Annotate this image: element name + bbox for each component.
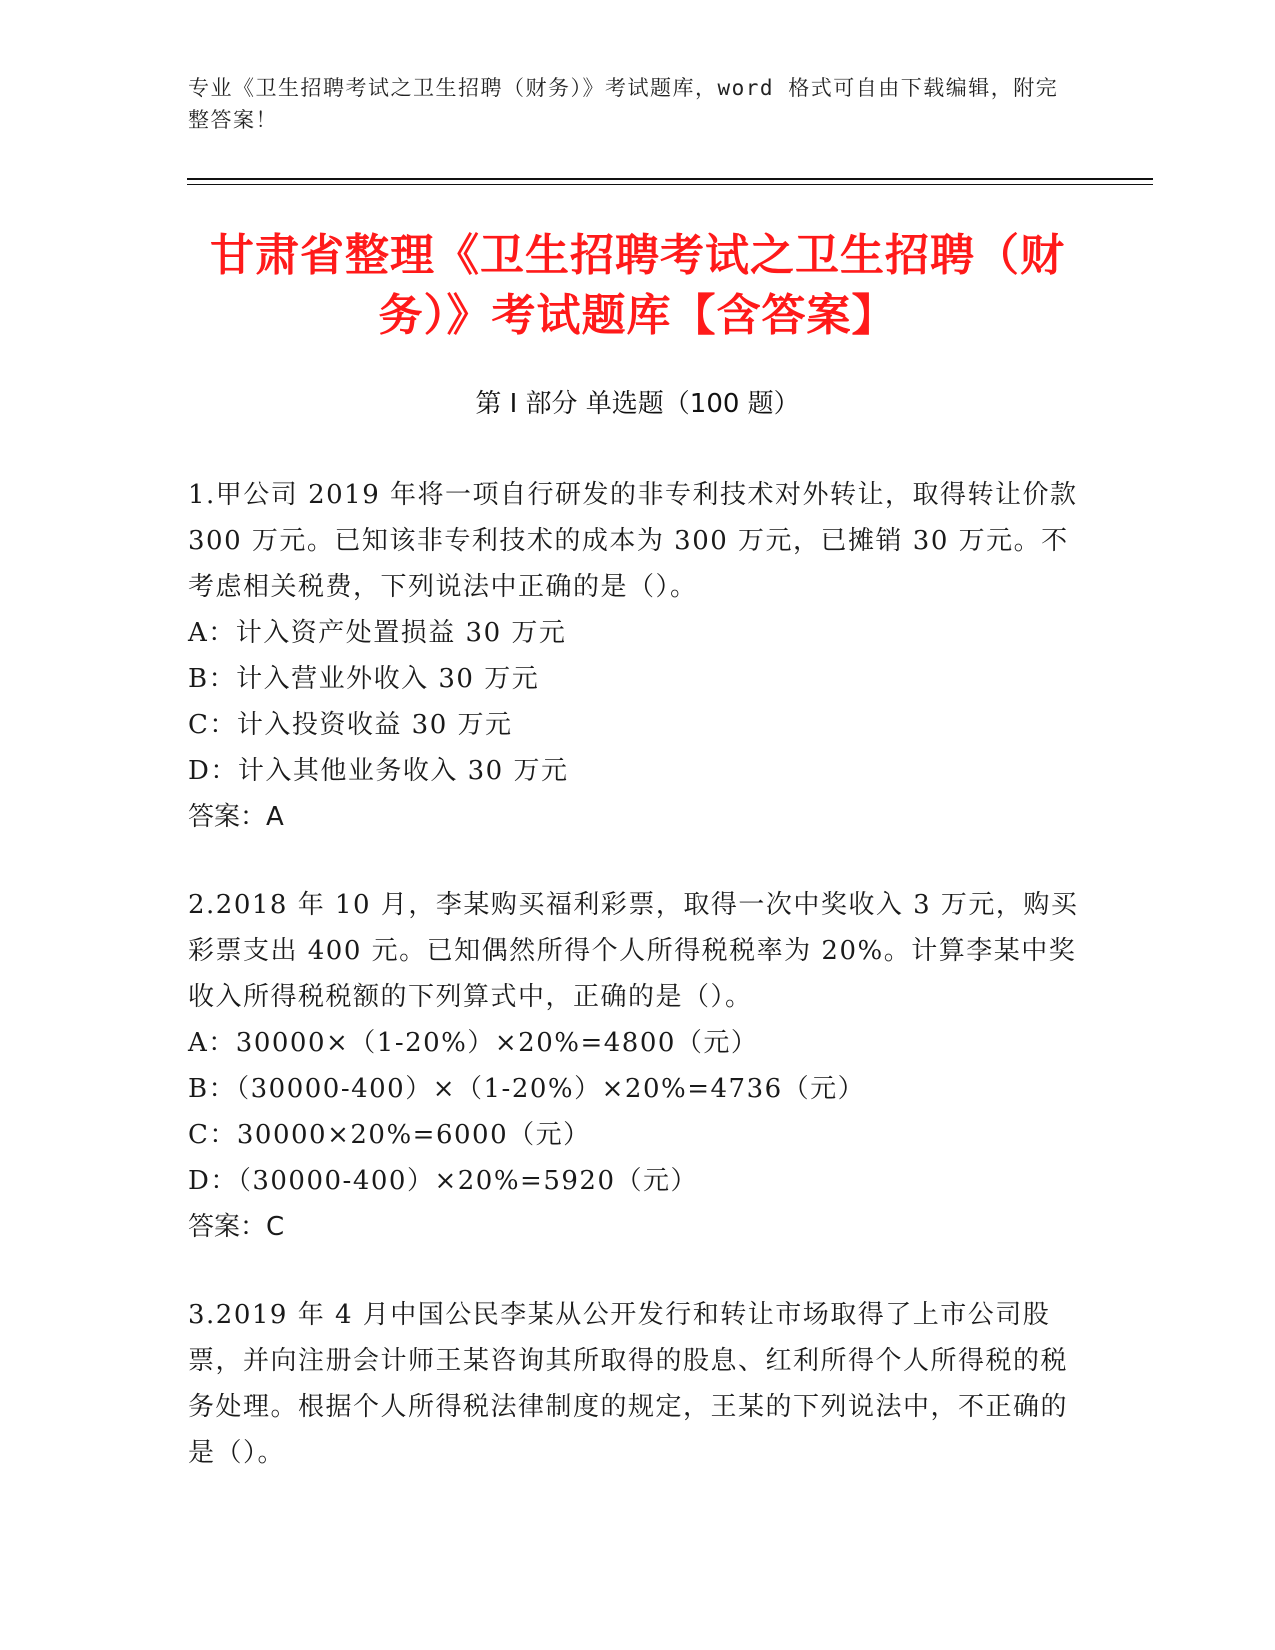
section-heading: 第 I 部分 单选题（100 题）: [475, 389, 800, 419]
option-d: D：（30000-400）×20%=5920（元）: [188, 1166, 698, 1196]
question-text: 3.2019 年 4 月中国公民李某从公开发行和转让市场取得了上市公司股票，并向注册会计师王某咨询其所取得的股息、红利所得个人所得税的税务处理。根据个人所得税法律制度的规定，王某的下列说法中，不正确的是（）。: [188, 1300, 1069, 1468]
header-divider-thin: [187, 184, 1153, 185]
question-2: [188, 882, 1088, 1250]
option-a: A：计入资产处置损益 30 万元: [188, 618, 567, 648]
answer: 答案：A: [188, 802, 284, 832]
option-c: C：计入投资收益 30 万元: [188, 710, 513, 740]
question-3: [188, 1292, 1088, 1476]
option-a: A：30000×（1-20%）×20%=4800（元）: [188, 1028, 759, 1058]
question-text: 2.2018 年 10 月，李某购买福利彩票，取得一次中奖收入 3 万元，购买彩票支出 400 元。已知偶然所得个人所得税税率为 20%。计算李某中奖收入所得税税额的下列算式中，正确的是（）。: [188, 890, 1079, 1012]
header-note: 专业《卫生招聘考试之卫生招聘（财务）》考试题库，word 格式可自由下载编辑，附完整答案！: [188, 76, 1059, 132]
option-b: B：计入营业外收入 30 万元: [188, 664, 540, 694]
option-c: C：30000×20%=6000（元）: [188, 1120, 591, 1150]
answer: 答案：C: [188, 1212, 285, 1242]
question-text: 1.甲公司 2019 年将一项自行研发的非专利技术对外转让，取得转让价款 300 万元。已知该非专利技术的成本为 300 万元，已摊销 30 万元。不考虑相关税费，下列说法中正确的是（）。: [188, 480, 1078, 602]
question-1: [188, 472, 1088, 840]
option-b: B：（30000-400）×（1-20%）×20%=4736（元）: [188, 1074, 866, 1104]
document-title: 甘肃省整理《卫生招聘考试之卫生招聘（财务）》考试题库【含答案】: [210, 230, 1065, 341]
header-divider: [187, 178, 1153, 180]
option-d: D：计入其他业务收入 30 万元: [188, 756, 569, 786]
